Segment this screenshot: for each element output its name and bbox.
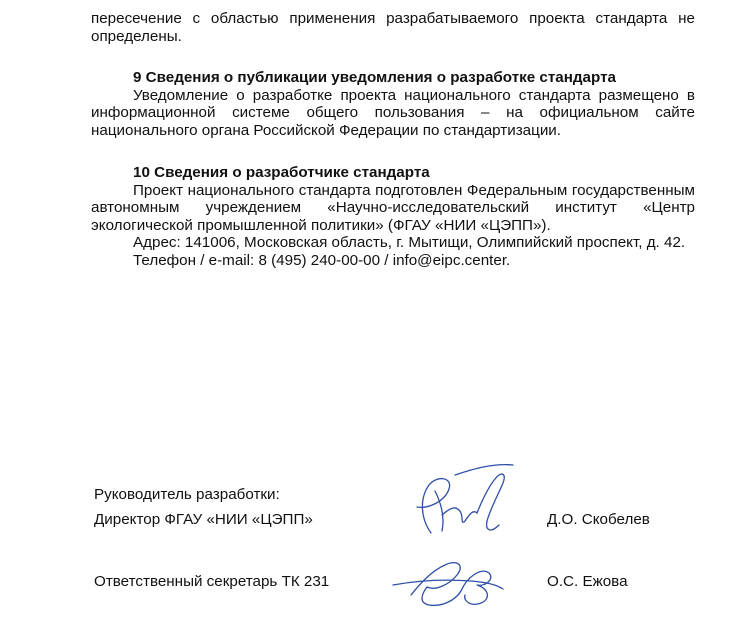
lead-label: Руководитель разработки: (94, 486, 280, 503)
secretary-signature (385, 545, 510, 617)
section-10-address: Адрес: 141006, Московская область, г. Мытищи, Олимпийский проспект, д. 42. (133, 234, 686, 251)
secretary-name: О.С. Ежова (547, 573, 628, 590)
section-9-heading: 9 Сведения о публикации уведомления о разработке стандарта (133, 69, 616, 86)
director-name: Д.О. Скобелев (547, 511, 650, 528)
director-label: Директор ФГАУ «НИИ «ЦЭПП» (94, 511, 313, 528)
intro-paragraph: пересечение с областью применения разрабатываемого проекта стандарта не определены. (91, 10, 695, 45)
section-10-heading: 10 Сведения о разработчике стандарта (133, 164, 430, 181)
secretary-label: Ответственный секретарь ТК 231 (94, 573, 330, 590)
section-9 (91, 69, 695, 139)
intro-paragraph-block (91, 10, 695, 45)
section-10-body: Проект национального стандарта подготовлен Федеральным государственным автономным учреждением «Научно-исследовательский институт «Центр экологической промышленной политики» (ФГАУ «НИИ «ЦЭПП»). (91, 181, 695, 234)
section-10-contact: Телефон / e-mail: 8 (495) 240-00-00 / info@eipc.center. (133, 251, 511, 269)
section-10 (91, 164, 695, 269)
director-signature (395, 455, 525, 550)
section-9-body: Уведомление о разработке проекта национального стандарта размещено в информационной системе общего пользования – на официальном сайте национального органа Российской Федерации по стандартизации. (91, 86, 695, 139)
